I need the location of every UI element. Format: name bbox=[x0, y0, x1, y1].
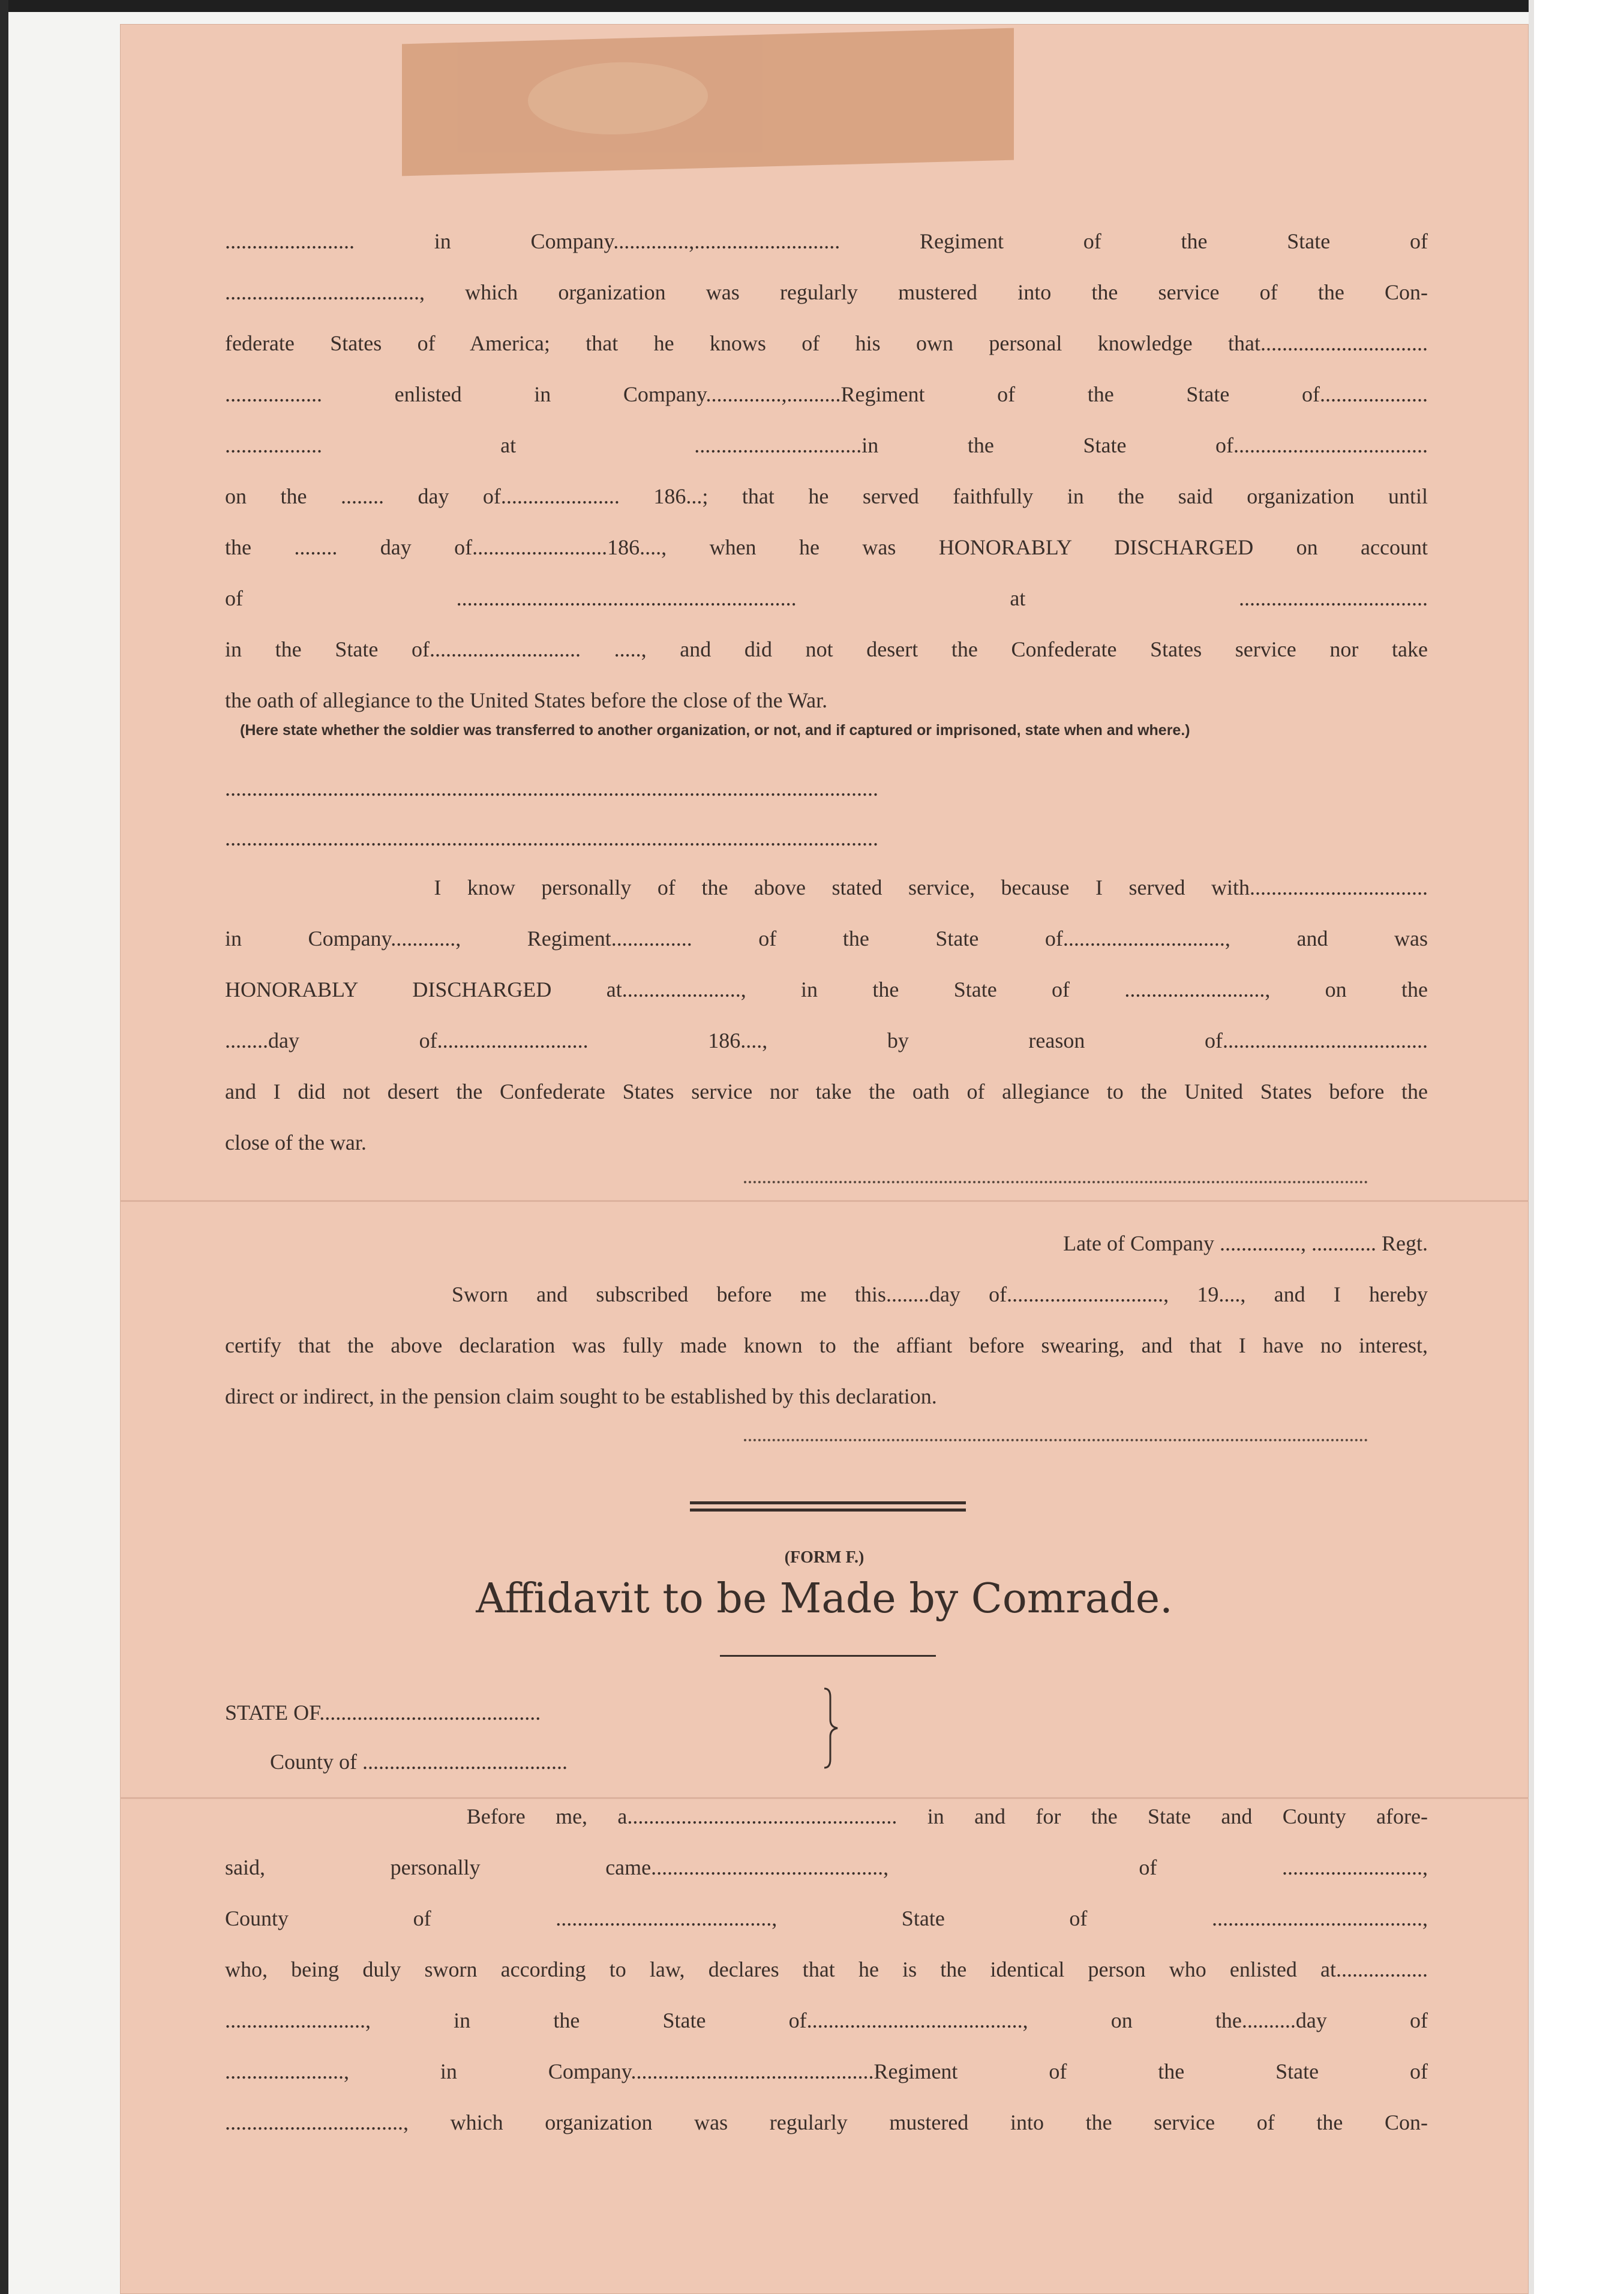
form-line: the ........ day of.........................186...., when he was HONORABLY DISCHARGED on account bbox=[225, 535, 1428, 559]
double-rule-bottom bbox=[690, 1509, 966, 1512]
paper-fold-line bbox=[120, 1797, 1529, 1799]
scan-border-left bbox=[0, 0, 8, 2294]
late-of-company-line: Late of Company ..............., ............ Regt. bbox=[1063, 1231, 1428, 1255]
scan-margin-right bbox=[1534, 0, 1624, 2294]
form-line: .................. at ...............................in the State of.................................... bbox=[225, 433, 1428, 457]
scan-border-top bbox=[0, 0, 1624, 12]
form-line: certify that the above declaration was fully made known to the affiant before swearing, and that I have no interest, bbox=[225, 1333, 1428, 1357]
instruction-note: (Here state whether the soldier was transferred to another organization, or not, and if captured or imprisoned, state when and where.) bbox=[240, 722, 1190, 739]
form-line: Before me, a.................................................. in and for the State and County afore- bbox=[225, 1804, 1428, 1828]
paper-fold-line bbox=[120, 1200, 1529, 1202]
form-line: .................. enlisted in Company..............,..........Regiment of the State of.................... bbox=[225, 382, 1428, 406]
state-of-line: STATE OF......................................... bbox=[225, 1701, 541, 1725]
form-line: ......................, in Company.............................................Regiment of the State of bbox=[225, 2059, 1428, 2083]
form-label: (FORM F.) bbox=[784, 1548, 864, 1567]
form-line: in Company............, Regiment............... of the State of.............................., and was bbox=[225, 926, 1428, 950]
form-line: on the ........ day of...................... 186...; that he served faithfully in the said organization until bbox=[225, 484, 1428, 508]
signature-line bbox=[744, 1439, 1368, 1441]
blank-line: ......................................................................................................................... bbox=[225, 776, 878, 800]
form-line: .........................., in the State of........................................, on the..........day of bbox=[225, 2008, 1428, 2032]
double-rule-top bbox=[690, 1501, 966, 1504]
form-line: ................................., which organization was regularly mustered into the service of the Con- bbox=[225, 2110, 1428, 2134]
form-line: direct or indirect, in the pension claim sought to be established by this declaration. bbox=[225, 1384, 937, 1408]
form-line: in the State of............................ ....., and did not desert the Confederate States service nor take bbox=[225, 637, 1428, 661]
blank-line: ......................................................................................................................... bbox=[225, 826, 878, 850]
form-line: County of ........................................, State of ......................................., bbox=[225, 1906, 1428, 1930]
form-title: Affidavit to be Made by Comrade. bbox=[476, 1575, 1173, 1623]
form-line: ...................................., which organization was regularly mustered into the service of the Con- bbox=[225, 280, 1428, 304]
form-line: ........................ in Company..............,........................... Regiment of the State of bbox=[225, 229, 1428, 253]
form-line: of ............................................................... at ................................... bbox=[225, 586, 1428, 610]
form-line: and I did not desert the Confederate States service nor take the oath of allegiance to the United States before the bbox=[225, 1079, 1428, 1103]
form-line: ........day of............................ 186...., by reason of...................................... bbox=[225, 1028, 1428, 1052]
tape-stain bbox=[402, 28, 1014, 176]
county-of-line: County of ...................................... bbox=[270, 1750, 568, 1774]
brace-icon bbox=[822, 1686, 840, 1770]
form-line: the oath of allegiance to the United States before the close of the War. bbox=[225, 688, 828, 712]
form-line: HONORABLY DISCHARGED at......................, in the State of .........................., on the bbox=[225, 977, 1428, 1001]
signature-line bbox=[744, 1181, 1368, 1183]
form-line: I know personally of the above stated service, because I served with................................. bbox=[225, 875, 1428, 899]
form-line: Sworn and subscribed before me this........day of............................., 19...., and I hereby bbox=[225, 1282, 1428, 1306]
title-underline bbox=[720, 1655, 936, 1657]
form-line: federate States of America; that he knows of his own personal knowledge that............................... bbox=[225, 331, 1428, 355]
form-line: close of the war. bbox=[225, 1130, 367, 1155]
form-line: said, personally came..........................................., of .........................., bbox=[225, 1855, 1428, 1879]
document-page bbox=[120, 24, 1529, 2294]
form-line: who, being duly sworn according to law, declares that he is the identical person who enlisted at................. bbox=[225, 1957, 1428, 1981]
